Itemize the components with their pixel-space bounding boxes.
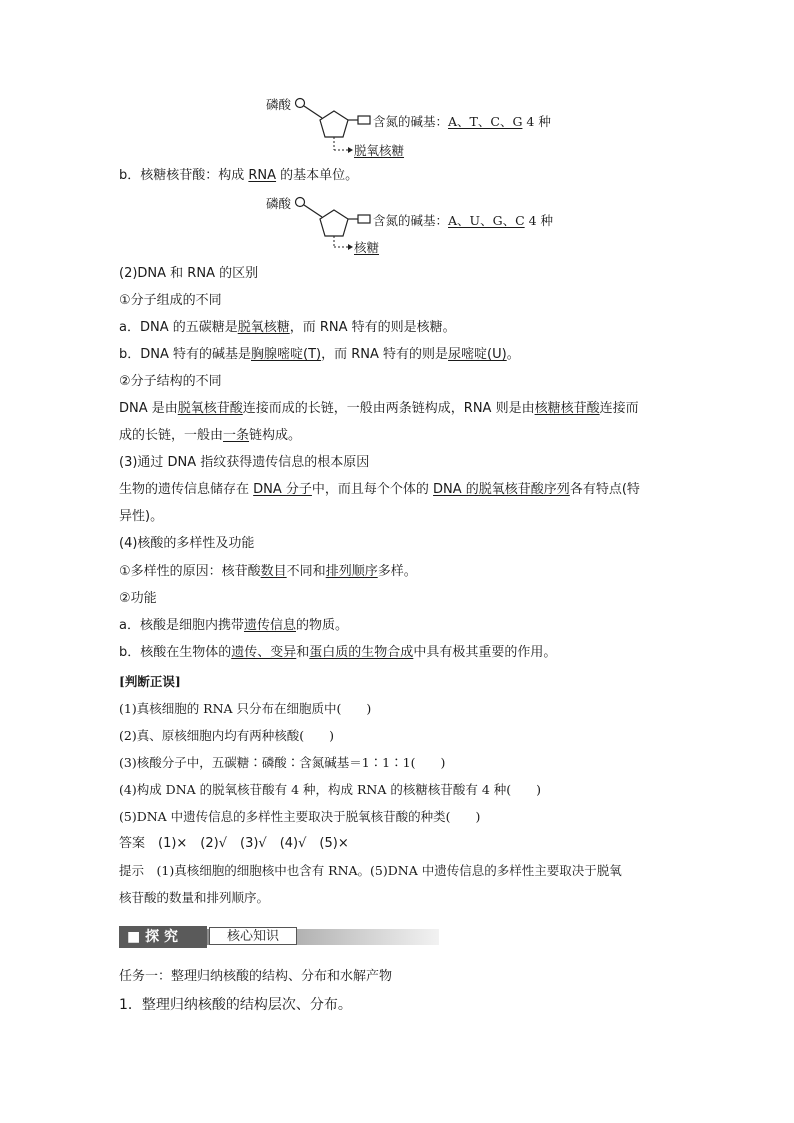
- underlined-answer: 一条: [223, 428, 250, 443]
- base-label-suffix: 4 种: [522, 114, 551, 129]
- ribonucleotide-diagram: [262, 193, 582, 263]
- hint-line: 核苷酸的数量和排列顺序。: [119, 890, 270, 905]
- sugar-label: 核糖: [354, 240, 380, 255]
- judge-item: (3)核酸分子中，五碳糖∶磷酸∶含氮碱基＝1∶1∶1( ): [119, 755, 446, 770]
- base-label: [373, 112, 551, 130]
- text-span: b．DNA 特有的碱基是: [119, 347, 252, 362]
- ribonucleotide-line: [119, 167, 358, 185]
- paragraph-line: [119, 617, 348, 635]
- underlined-answer: 脱氧核苷酸: [177, 401, 243, 416]
- text-span: b．核糖核苷酸：构成: [119, 168, 249, 183]
- deoxyribonucleotide-diagram: [262, 94, 582, 164]
- base-label-prefix: 含氮的碱基：: [373, 213, 449, 228]
- base-label: [373, 211, 553, 229]
- base-rect: [358, 116, 370, 124]
- underlined-answer: 蛋白质的生物合成: [309, 645, 414, 660]
- text-span: 连接而成的长链，一般由两条链构成，RNA 则是由: [242, 401, 535, 416]
- underlined-answer: 遗传、变异: [231, 645, 297, 660]
- hint-line: 提示 (1)真核细胞的细胞核中也含有 RNA。(5)DNA 中遗传信息的多样性主要取决于脱氧: [119, 863, 622, 878]
- text-span: 的物质。: [295, 618, 348, 633]
- paragraph-line: [119, 400, 639, 418]
- text-span: 中，而且每个个体的: [311, 482, 434, 497]
- text-span: 不同和: [286, 564, 326, 579]
- phosphate-circle: [296, 198, 305, 207]
- text-span: 链构成。: [249, 428, 302, 443]
- pentose-ring: [320, 111, 348, 137]
- paragraph-line: [119, 563, 417, 581]
- sugar-label: 脱氧核糖: [354, 143, 405, 158]
- subsection-heading: ①分子组成的不同: [119, 293, 222, 308]
- judge-heading: [判断正误]: [119, 674, 181, 689]
- text-span: a．核酸是细胞内携带: [119, 618, 244, 633]
- arrow-head: [348, 244, 353, 250]
- section-banner: [119, 926, 439, 948]
- paragraph-line: [119, 346, 520, 364]
- phosphate-bond: [304, 106, 322, 118]
- base-label-prefix: 含氮的碱基：: [373, 114, 449, 129]
- phosphate-circle: [296, 99, 305, 108]
- base-label-value: A、T、C、G: [448, 114, 523, 129]
- paragraph-line: [119, 644, 556, 662]
- subsection-heading: ②分子结构的不同: [119, 374, 222, 389]
- text-span: DNA 是由: [119, 401, 178, 416]
- base-rect: [358, 215, 370, 223]
- text-span: 多样。: [377, 564, 417, 579]
- text-span: ，而 RNA 特有的则是: [321, 347, 449, 362]
- underlined-answer: 脱氧核糖: [237, 320, 290, 335]
- text-span: ，而 RNA 特有的则是核糖。: [289, 320, 456, 335]
- banner-tag-explore: ■ 探 究: [119, 926, 207, 948]
- task-item: 1．整理归纳核酸的结构层次、分布。: [119, 997, 352, 1013]
- text-span: ①多样性的原因：核苷酸: [119, 564, 261, 579]
- paragraph-line: [119, 481, 640, 499]
- text-span: 的基本单位。: [276, 168, 359, 183]
- judge-item: (2)真、原核细胞内均有两种核酸( ): [119, 728, 334, 743]
- text-span: 成的长链，一般由: [119, 428, 224, 443]
- underlined-answer: DNA 的脱氧核苷酸序列: [433, 482, 570, 497]
- text-span: 和: [296, 645, 310, 660]
- paragraph-line: 异性)。: [119, 509, 164, 524]
- paragraph-line: [119, 319, 456, 337]
- text-span: 连接而: [599, 401, 639, 416]
- base-label-value: A、U、G、C: [448, 213, 525, 228]
- judge-item: (5)DNA 中遗传信息的多样性主要取决于脱氧核苷酸的种类( ): [119, 809, 481, 824]
- paragraph-line: [119, 427, 301, 445]
- text-span: 中具有极其重要的作用。: [413, 645, 557, 660]
- base-label-suffix: 4 种: [524, 213, 554, 228]
- underlined-answer: DNA 分子: [253, 482, 312, 497]
- pentose-ring: [320, 210, 348, 236]
- text-span: 生物的遗传信息储存在: [119, 482, 254, 497]
- phosphate-bond: [304, 205, 322, 217]
- section-heading: (2)DNA 和 RNA 的区别: [119, 266, 259, 281]
- underlined-answer: 尿嘧啶(U): [448, 347, 507, 362]
- arrow-head: [348, 147, 353, 153]
- subsection-heading: ②功能: [119, 591, 157, 606]
- judge-item: (1)真核细胞的 RNA 只分布在细胞质中( ): [119, 701, 372, 716]
- underlined-answer: 排列顺序: [325, 564, 378, 579]
- underlined-answer: RNA: [248, 168, 277, 183]
- underlined-answer: 遗传信息: [243, 618, 296, 633]
- section-heading: (3)通过 DNA 指纹获得遗传信息的根本原因: [119, 455, 370, 470]
- task-heading: 任务一：整理归纳核酸的结构、分布和水解产物: [119, 969, 393, 984]
- text-span: 各有特点(特: [569, 482, 640, 497]
- phosphate-label: 磷酸: [266, 97, 292, 112]
- text-span: 。: [506, 347, 520, 362]
- text-span: b．核酸在生物体的: [119, 645, 232, 660]
- banner-tag-core: 核心知识: [209, 927, 297, 945]
- underlined-answer: 胸腺嘧啶(T): [251, 347, 322, 362]
- answer-line: 答案 (1)× (2)√ (3)√ (4)√ (5)×: [119, 836, 349, 851]
- phosphate-label: 磷酸: [266, 196, 292, 211]
- section-heading: (4)核酸的多样性及功能: [119, 536, 255, 551]
- underlined-answer: 数目: [260, 564, 287, 579]
- judge-item: (4)构成 DNA 的脱氧核苷酸有 4 种，构成 RNA 的核糖核苷酸有 4 种( ): [119, 782, 542, 797]
- underlined-answer: 核糖核苷酸: [534, 401, 600, 416]
- text-span: a．DNA 的五碳糖是: [119, 320, 238, 335]
